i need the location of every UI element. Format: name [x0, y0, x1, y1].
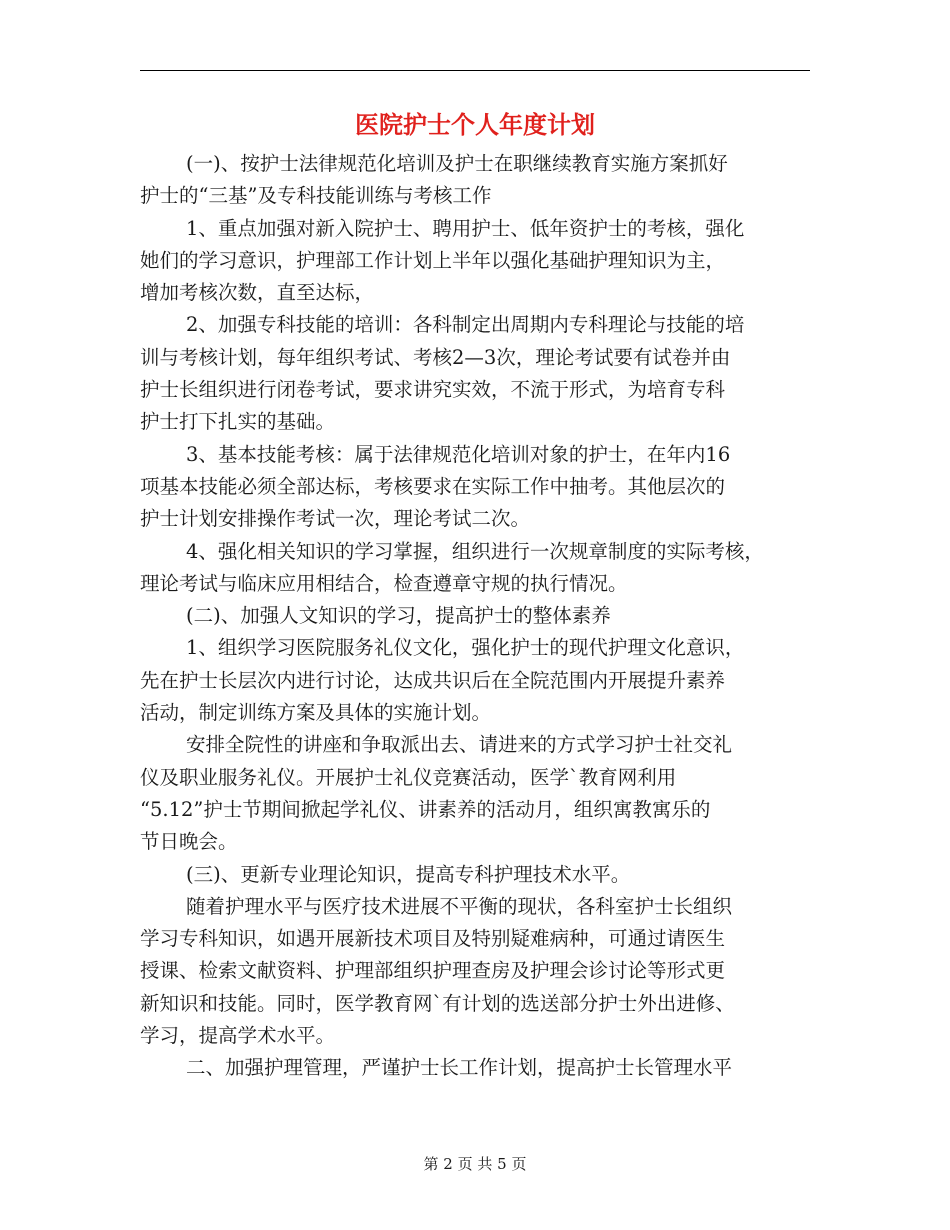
body-line: 学习专科知识，如遇开展新技术项目及特别疑难病种，可通过请医生 — [140, 927, 726, 951]
body-line: 1、重点加强对新入院护士、聘用护士、低年资护士的考核，强化 — [186, 216, 745, 240]
body-line: 理论考试与临床应用相结合，检查遵章守规的执行情况。 — [140, 571, 628, 595]
body-line: 她们的学习意识，护理部工作计划上半年以强化基础护理知识为主， — [140, 248, 726, 272]
body-line: 活动，制定训练方案及具体的实施计划。 — [140, 701, 492, 725]
body-line: 3、基本技能考核：属于法律规范化培训对象的护士，在年内16 — [186, 442, 731, 466]
document-title: 医院护士个人年度计划 — [355, 110, 595, 139]
section-heading: (三)、更新专业理论知识，提高专科护理技术水平。 — [186, 862, 631, 886]
body-line: 护士计划安排操作考试一次，理论考试二次。 — [140, 507, 531, 531]
page-number-footer: 第 2 页 共 5 页 — [423, 1155, 527, 1173]
body-line: 项基本技能必须全部达标，考核要求在实际工作中抽考。其他层次的 — [140, 474, 726, 498]
body-line: “5.12”护士节期间掀起学礼仪、讲素养的活动月，组织寓教寓乐的 — [140, 797, 711, 821]
body-line: 安排全院性的讲座和争取派出去、请进来的方式学习护士社交礼 — [186, 733, 733, 757]
body-line: 随着护理水平与医疗技术进展不平衡的现状，各科室护士长组织 — [186, 894, 733, 918]
body-line: 护士长组织进行闭卷考试，要求讲究实效，不流于形式，为培育专科 — [140, 378, 726, 402]
header-rule — [140, 70, 810, 71]
body-line: 1、组织学习医院服务礼仪文化，强化护士的现代护理文化意识， — [186, 636, 745, 660]
body-line: 训与考核计划，每年组织考试、考核2—3次，理论考试要有试卷并由 — [140, 345, 731, 369]
body-line: 2、加强专科技能的培训：各科制定出周期内专科理论与技能的培 — [186, 313, 745, 337]
body-line: 授课、检索文献资料、护理部组织护理查房及护理会诊讨论等形式更 — [140, 959, 726, 983]
section-heading: 二、加强护理管理，严谨护士长工作计划，提高护士长管理水平 — [186, 1056, 733, 1080]
document-body — [140, 148, 812, 1085]
body-line: (一)、按护士法律规范化培训及护士在职继续教育实施方案抓好 — [186, 152, 728, 175]
body-line: 学习，提高学术水平。 — [140, 1024, 336, 1048]
body-line: 新知识和技能。同时，医学教育网`有计划的选送部分护士外出进修、 — [140, 991, 735, 1015]
body-line: 节日晚会。 — [140, 830, 238, 854]
body-line: 4、强化相关知识的学习掌握，组织进行一次规章制度的实际考核， — [186, 539, 764, 563]
body-line: 增加考核次数，直至达标， — [140, 281, 375, 305]
section-heading: (二)、加强人文知识的学习，提高护士的整体素养 — [186, 604, 611, 628]
body-line: 先在护士长层次内进行讨论，达成共识后在全院范围内开展提升素养 — [140, 668, 726, 692]
body-line: 护士打下扎实的基础。 — [140, 410, 336, 434]
body-line: 仪及职业服务礼仪。开展护士礼仪竞赛活动，医学`教育网利用 — [140, 765, 677, 789]
body-line: 护士的“三基”及专科技能训练与考核工作 — [140, 184, 492, 208]
